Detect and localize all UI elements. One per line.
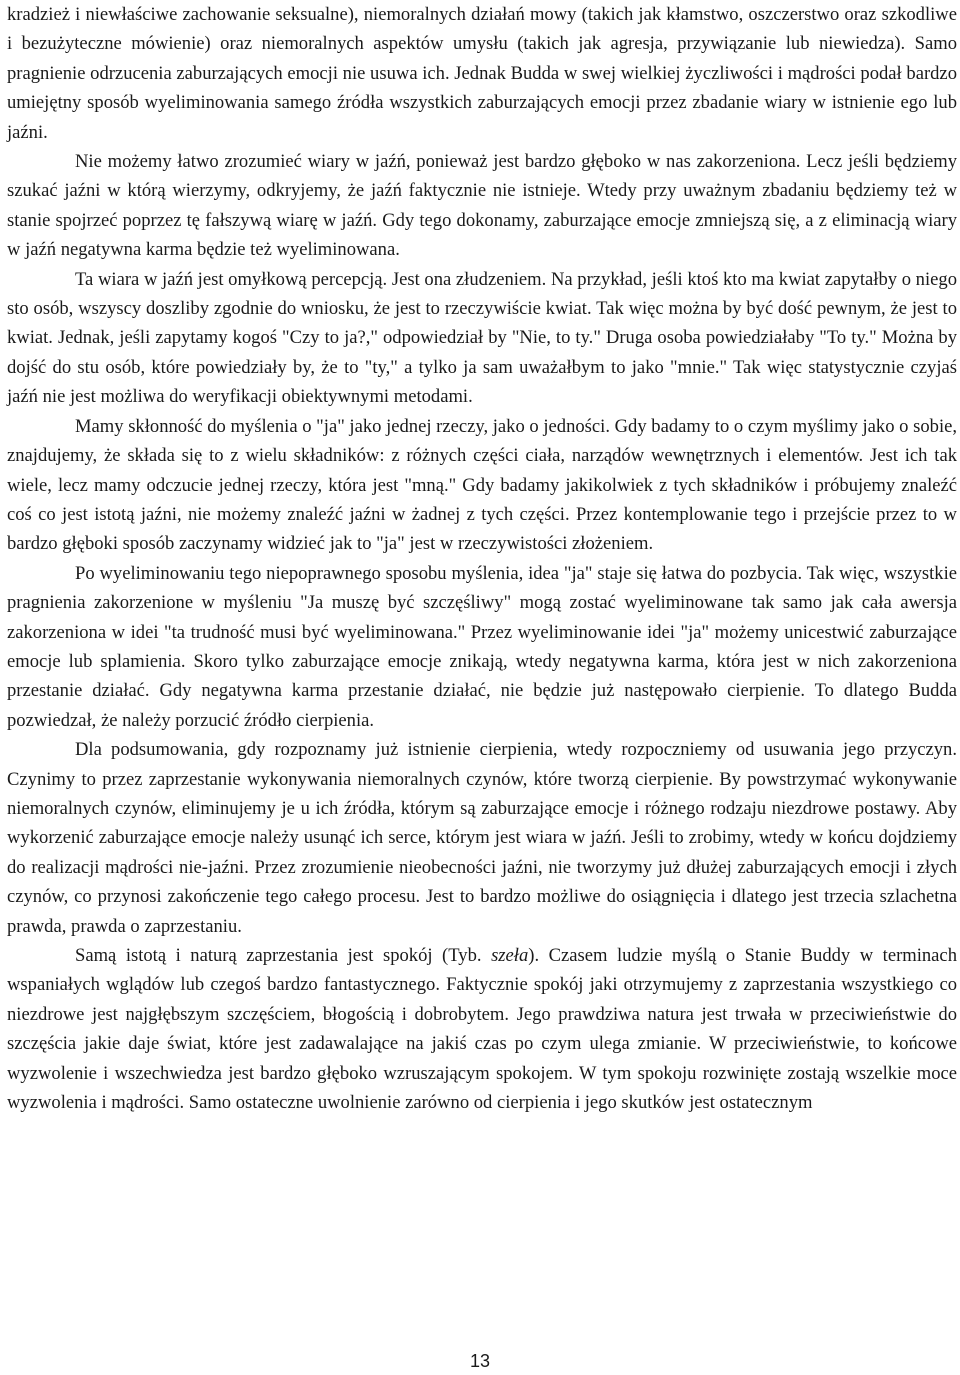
paragraph-mistaken-perception: Ta wiara w jaźń jest omyłkową percepcją. Jest ona złudzeniem. Na przykład, jeśli ktoś kto ma kwiat zapytałby o niego sto osób, wszyscy doszliby zgodnie do wniosku, że jest to rzeczywiście kwiat. Tak więc można by być dość pewnym, że jest to kwiat. Jednak, jeśli zapytamy kogoś "Czy to ja?," odpowiedział by "Nie, to ty." Druga osoba powiedziałaby "To ty." Można by dojść do stu osób, które powiedziały by, że to "ty," a tylko ja sam uważałbym to jako "mnie." Tak więc statystycznie czyjaś jaźń nie jest możliwa do weryfikacji obiektywnymi metodami.	[7, 268, 957, 408]
paragraph-belief-in-self: Nie możemy łatwo zrozumieć wiary w jaźń, ponieważ jest bardzo głęboko w nas zakorzeniona. Lecz jeśli będziemy szukać jaźni w którą wierzymy, odkryjemy, że jaźń faktycznie nie istnieje. Wtedy przy uważnym zbadaniu będziemy też w stanie spojrzeć poprzez tę fałszywą wiarę w jaźń. Gdy tego dokonamy, zaburzające emocje zmniejszą się, a z eliminacją wiary w jaźń negatywna karma będzie też wyeliminowana.	[7, 151, 957, 261]
paragraph-text-end: ). Czasem ludzie myślą o Stanie Buddy w terminach wspaniałych wglądów lub czegoś bardzo fantastycznego. Faktycznie spokój jaki otrzymujemy z zaprzestania wszystkiego co niezdrowe jest najgłębszym szczęściem, błogością i dobrobytem. Jego prawdziwa natura jest trwała w przeciwieństwie do szczęścia jakie daje świat, które jest zadawalające na jakiś czas po czym ulega zmianie. W przeciwieństwie, to końcowe wyzwolenie i wszechwiedza jest bardzo głęboko wzruszającym spokojem. W tym spokoju rozwinięte zostają wszelkie moce wyzwolenia i mądrości. Samo ostateczne uwolnienie zarówno od cierpienia i jego skutków jest ostatecznym	[7, 945, 957, 1114]
body-text	[7, 0, 957, 1117]
paragraph-summary: Dla podsumowania, gdy rozpoznamy już istnienie cierpienia, wtedy rozpoczniemy od usuwania jego przyczyn. Czynimy to przez zaprzestanie wykonywania niemoralnych czynów, które tworzą cierpienie. By powstrzymać wykonywanie niemoralnych czynów, eliminujemy je u ich źródła, którym są zaburzające emocje i różnego rodzaju niezdrowe postawy. Aby wykorzenić zaburzające emocje należy usunąć ich serce, którym jest wiara w jaźń. Jeśli to zrobimy, wtedy w końcu dojdziemy do realizacji mądrości nie-jaźni. Przez zrozumienie nieobecności jaźni, nie tworzymy już dłużej zaburzających emocji i złych czynów, co przynosi zakończenie tego całego procesu. Jest to bardzo możliwe do osiągnięcia i dlatego jest trzecia szlachetna prawda, prawda o zaprzestaniu.	[7, 739, 957, 937]
paragraph-cessation-peace	[7, 941, 957, 1117]
italic-term: szeła	[491, 945, 529, 966]
paragraph-continuation: kradzież i niewłaściwe zachowanie seksualne), niemoralnych działań mowy (takich jak kłamstwo, oszczerstwo oraz szkodliwe i bezużyteczne mówienie) oraz niemoralnych aspektów umysłu (takich jak agresja, przywiązanie lub niewiedza). Samo pragnienie odrzucenia zaburzających emocji nie usuwa ich. Jednak Budda w swej wielkiej życzliwości i mądrości podał bardzo umiejętny sposób wyeliminowania samego źródła wszystkich zaburzających emocji przez zbadanie wiary w istnienie ego lub jaźni.	[7, 4, 957, 143]
page-number: 13	[469, 1351, 491, 1371]
paragraph-composite-self: Mamy skłonność do myślenia o "ja" jako jednej rzeczy, jako o jedności. Gdy badamy to o czym myślimy jako o sobie, znajdujemy, że składa się to z wielu składników: z różnych części ciała, narządów wewnętrznych i elementów. Jest ich tak wiele, lecz mamy odczucie jednej rzeczy, która jest "mną." Gdy badamy jakikolwiek z tych składników i próbujemy znaleźć coś co jest istotą jaźni, nie możemy znaleźć jaźni w żadnej z tych części. Przez kontemplowanie tego i przejście przez to w bardzo głęboki sposób zaczynamy widzieć jak to "ja" jest w rzeczywistości złożeniem.	[7, 415, 958, 555]
paragraph-eliminating-self-idea: Po wyeliminowaniu tego niepoprawnego sposobu myślenia, idea "ja" staje się łatwa do pozbycia. Tak więc, wszystkie pragnienia zakorzenione w myśleniu "Ja muszę być szczęśliwy" mogą zostać wyeliminowane tak samo jak cała awersja zakorzeniona w idei "ta trudność musi być wyeliminowana." Przez wyeliminowanie idei "ja" możemy unicestwić zaburzające emocje lub splamienia. Skoro tylko zaburzające emocje znikają, wtedy negatywna karma, która jest w nich zakorzeniona przestanie działać. Gdy negatywna karma przestanie działać, nie będzie już następowało cierpienie. To dlatego Budda pozwiedzał, że należy porzucić źródło cierpienia.	[7, 562, 957, 731]
paragraph-text-start: Samą istotą i naturą zaprzestania jest spokój (Tyb.	[75, 945, 492, 966]
